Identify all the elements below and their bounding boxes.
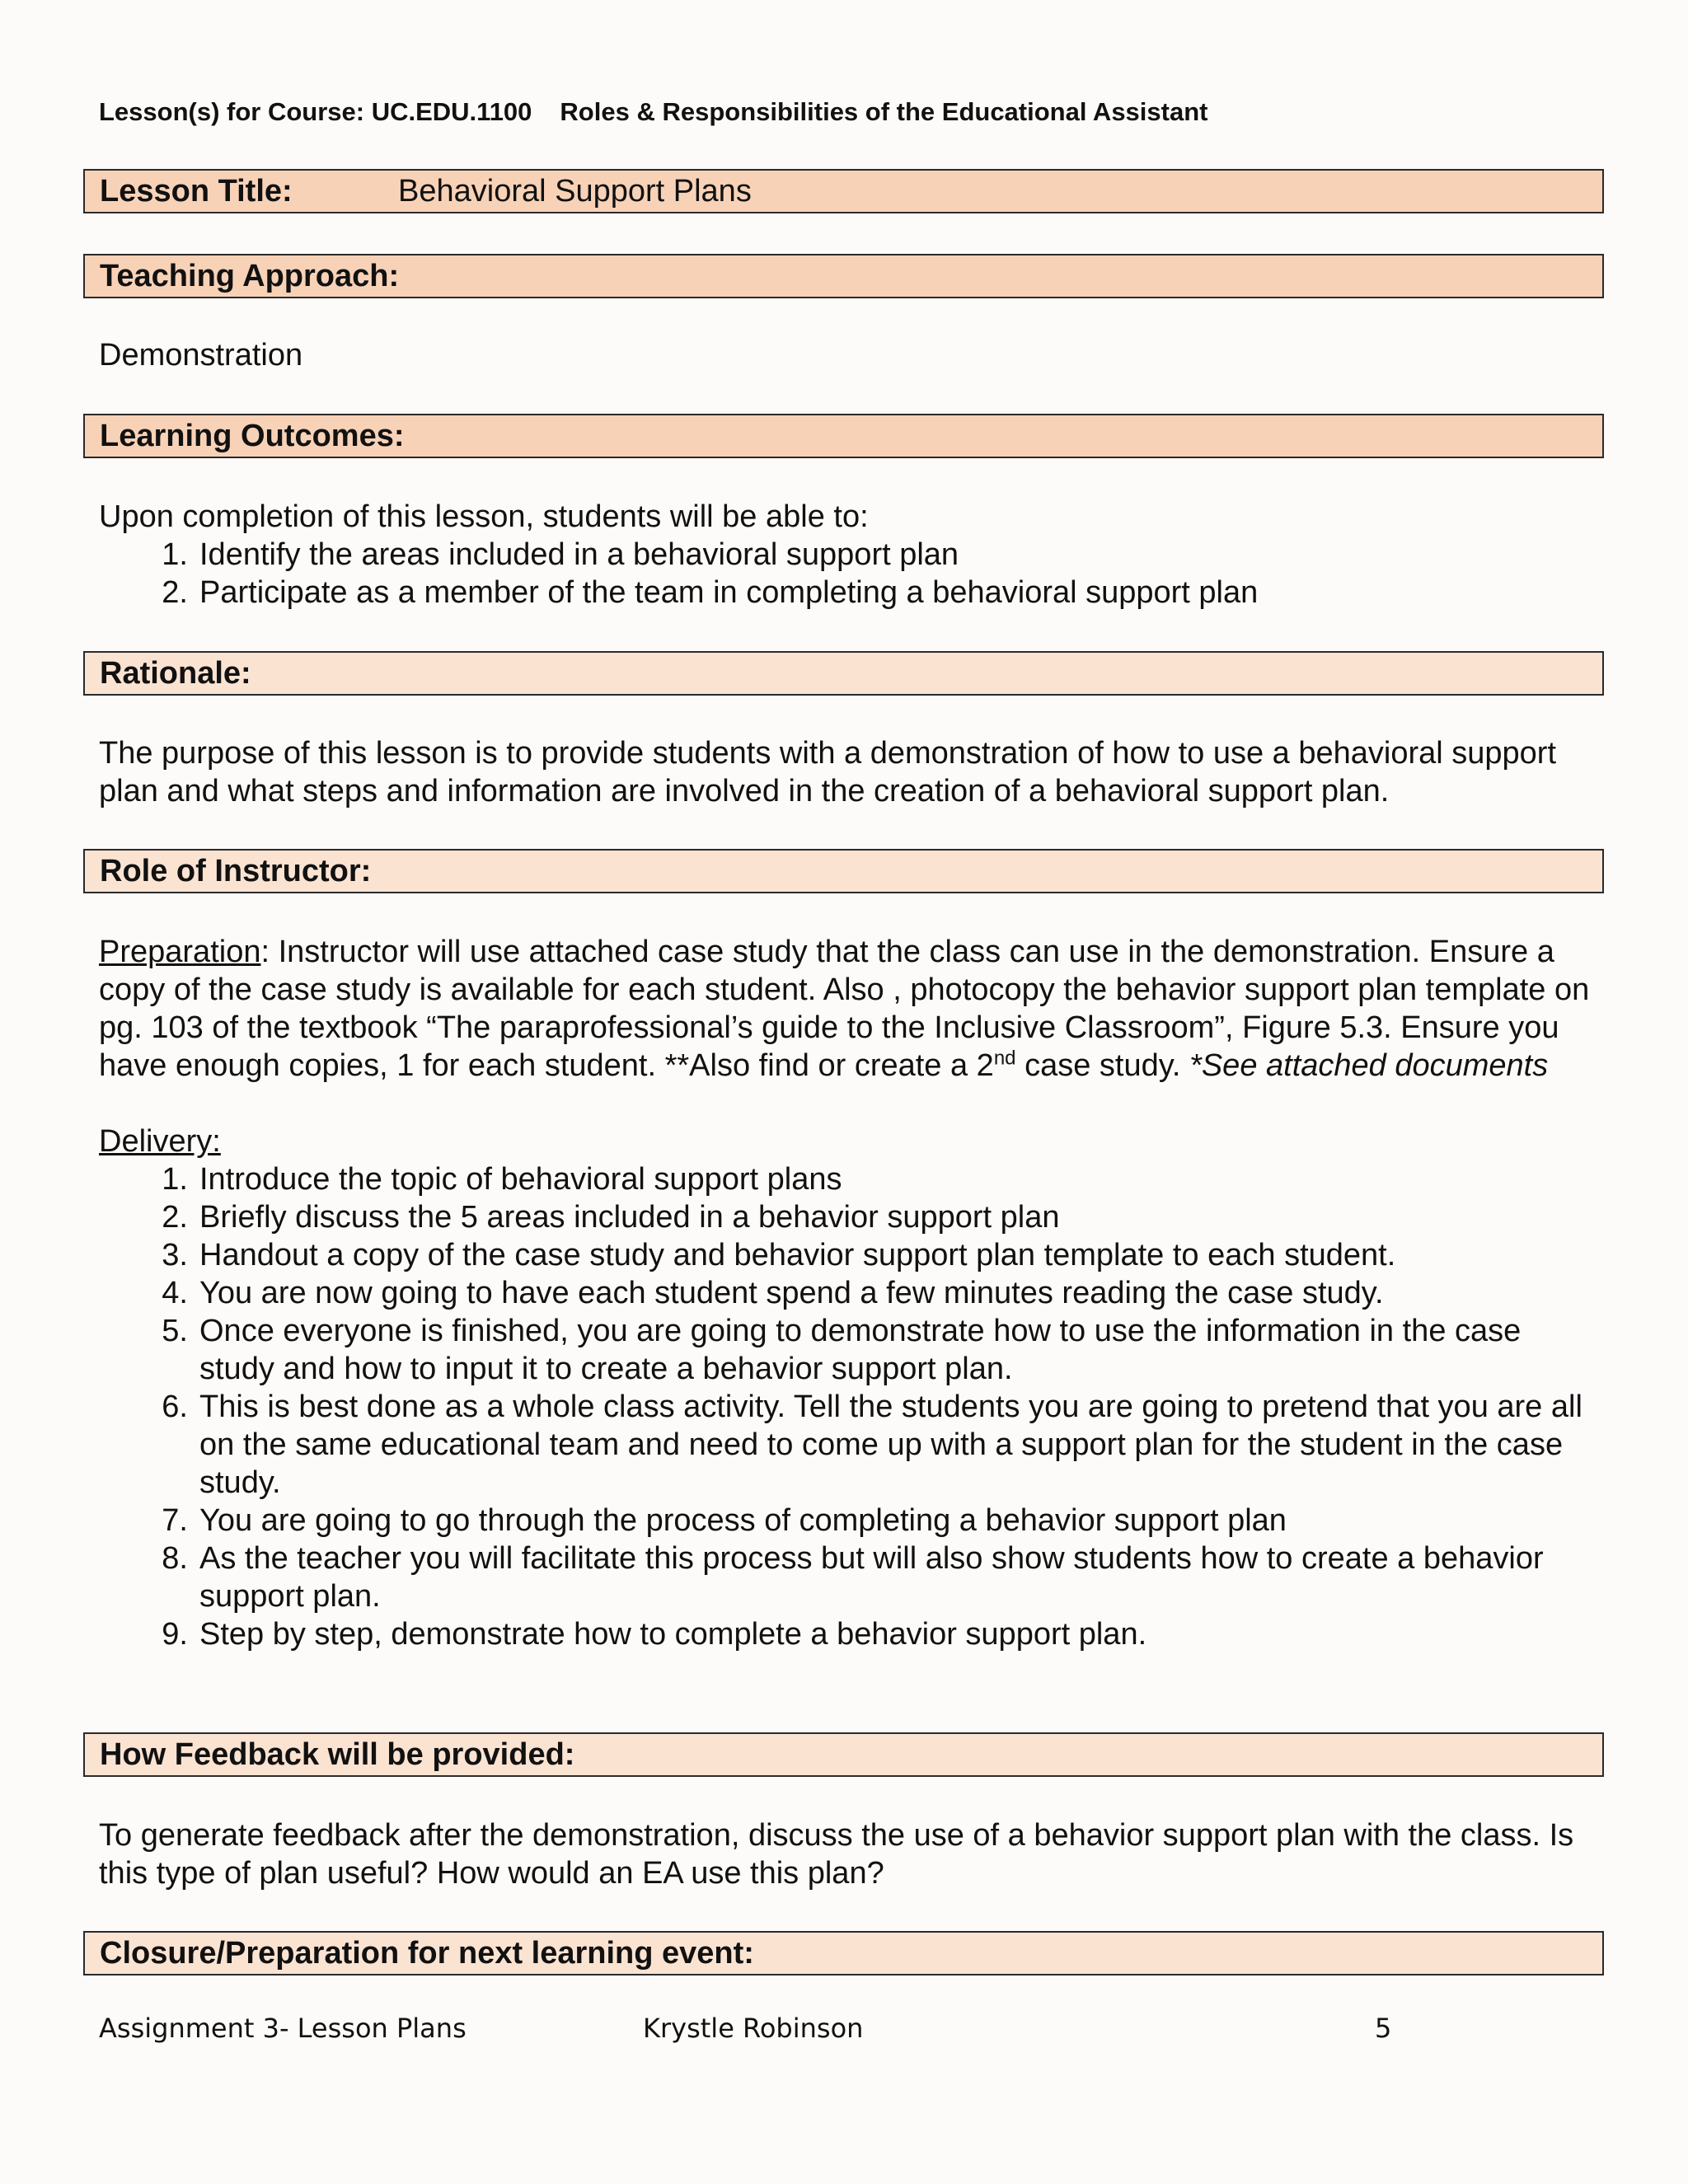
learning-outcomes-heading: Learning Outcomes:: [83, 414, 1604, 458]
list-number: 9.: [162, 1617, 188, 1652]
list-item: [99, 1502, 1599, 1540]
list-text: Introduce the topic of behavioral support plans: [199, 1162, 842, 1197]
feedback-body: [99, 1816, 1599, 1892]
list-number: 1.: [162, 537, 188, 572]
list-text: Step by step, demonstrate how to complete a behavior support plan.: [199, 1617, 1147, 1652]
learning-outcomes-list: [99, 536, 1582, 612]
list-item: [99, 1274, 1599, 1312]
list-item: [99, 1540, 1599, 1615]
list-number: 3.: [162, 1238, 188, 1272]
course-header: [99, 97, 1207, 127]
feedback-text: To generate feedback after the demonstration, discuss the use of a behavior support plan with the class. Is this type of plan useful? How would an EA use this plan?: [99, 1818, 1574, 1891]
list-text: Briefly discuss the 5 areas included in a behavior support plan: [199, 1200, 1060, 1235]
delivery-list: [99, 1160, 1599, 1653]
list-number: 2.: [162, 1200, 188, 1235]
learning-outcomes-body: [99, 498, 1582, 612]
learning-outcomes-intro: Upon completion of this lesson, students will be able to:: [99, 499, 869, 534]
list-text: You are going to go through the process of completing a behavior support plan: [199, 1503, 1287, 1538]
preparation-text-end: case study.: [1015, 1048, 1190, 1083]
delivery-label: Delivery:: [99, 1124, 221, 1159]
rationale-body: [99, 734, 1599, 810]
list-number: 1.: [162, 1162, 188, 1197]
list-item: [99, 1615, 1599, 1653]
list-number: 5.: [162, 1314, 188, 1348]
teaching-approach-text: Demonstration: [99, 338, 303, 373]
footer-assignment: Assignment 3- Lesson Plans: [99, 2013, 467, 2044]
teaching-approach-heading: Teaching Approach:: [83, 254, 1604, 298]
role-of-instructor-body: [99, 933, 1599, 1653]
list-item: [99, 1388, 1599, 1502]
teaching-approach-body: [99, 336, 1582, 374]
list-item: [99, 574, 1582, 612]
lesson-title-value: Behavioral Support Plans: [398, 174, 752, 209]
rationale-heading: Rationale:: [83, 651, 1604, 696]
list-item: [99, 1312, 1599, 1388]
lesson-title-bar: [83, 169, 1604, 213]
preparation-text: : Instructor will use attached case study that the class can use in the demonstration. Ensure a copy of the case study is available for each student. Also , photocopy the behavior support plan template on pg. 103 of the textbook “The paraprofessional’s guide to the Inclusive Classroom”, Figure 5.3. Ensure you have enough copies, 1 for each student. **Also find or create a 2: [99, 935, 1590, 1083]
list-text: Once everyone is finished, you are going to demonstrate how to use the information in the case study and how to input it to create a behavior support plan.: [199, 1314, 1522, 1386]
feedback-heading: How Feedback will be provided:: [83, 1732, 1604, 1777]
list-item: [99, 1198, 1599, 1236]
role-of-instructor-heading: Role of Instructor:: [83, 849, 1604, 893]
list-text: As the teacher you will facilitate this process but will also show students how to create a behavior support plan.: [199, 1541, 1544, 1614]
list-number: 4.: [162, 1276, 188, 1310]
list-item: [99, 1236, 1599, 1274]
list-number: 2.: [162, 575, 188, 610]
footer-author: Krystle Robinson: [643, 2013, 864, 2044]
ordinal-suffix: nd: [993, 1047, 1016, 1070]
footer-page-number: 5: [1375, 2013, 1392, 2044]
list-item: [99, 1160, 1599, 1198]
list-text: This is best done as a whole class activity. Tell the students you are going to pretend that you are all on the same educational team and need to come up with a support plan for the student in the case study.: [199, 1390, 1582, 1500]
list-number: 8.: [162, 1541, 188, 1576]
course-title: Roles & Responsibilities of the Educational Assistant: [560, 97, 1208, 126]
list-text: Identify the areas included in a behavioral support plan: [199, 537, 959, 572]
list-number: 6.: [162, 1390, 188, 1424]
closure-heading: Closure/Preparation for next learning event:: [83, 1931, 1604, 1975]
list-text: You are now going to have each student spend a few minutes reading the case study.: [199, 1276, 1384, 1310]
lesson-title-label: Lesson Title:: [100, 174, 293, 209]
list-number: 7.: [162, 1503, 188, 1538]
course-code: Lesson(s) for Course: UC.EDU.1100: [99, 97, 532, 126]
rationale-text: The purpose of this lesson is to provide students with a demonstration of how to use a behavioral support plan and what steps and information are involved in the creation of a behavioral support plan.: [99, 736, 1557, 808]
preparation-label: Preparation: [99, 935, 261, 969]
list-text: Participate as a member of the team in completing a behavioral support plan: [199, 575, 1259, 610]
list-item: [99, 536, 1582, 574]
preparation-paragraph: [99, 933, 1599, 1085]
list-text: Handout a copy of the case study and behavior support plan template to each student.: [199, 1238, 1396, 1272]
see-attached-note: *See attached documents: [1189, 1048, 1549, 1083]
